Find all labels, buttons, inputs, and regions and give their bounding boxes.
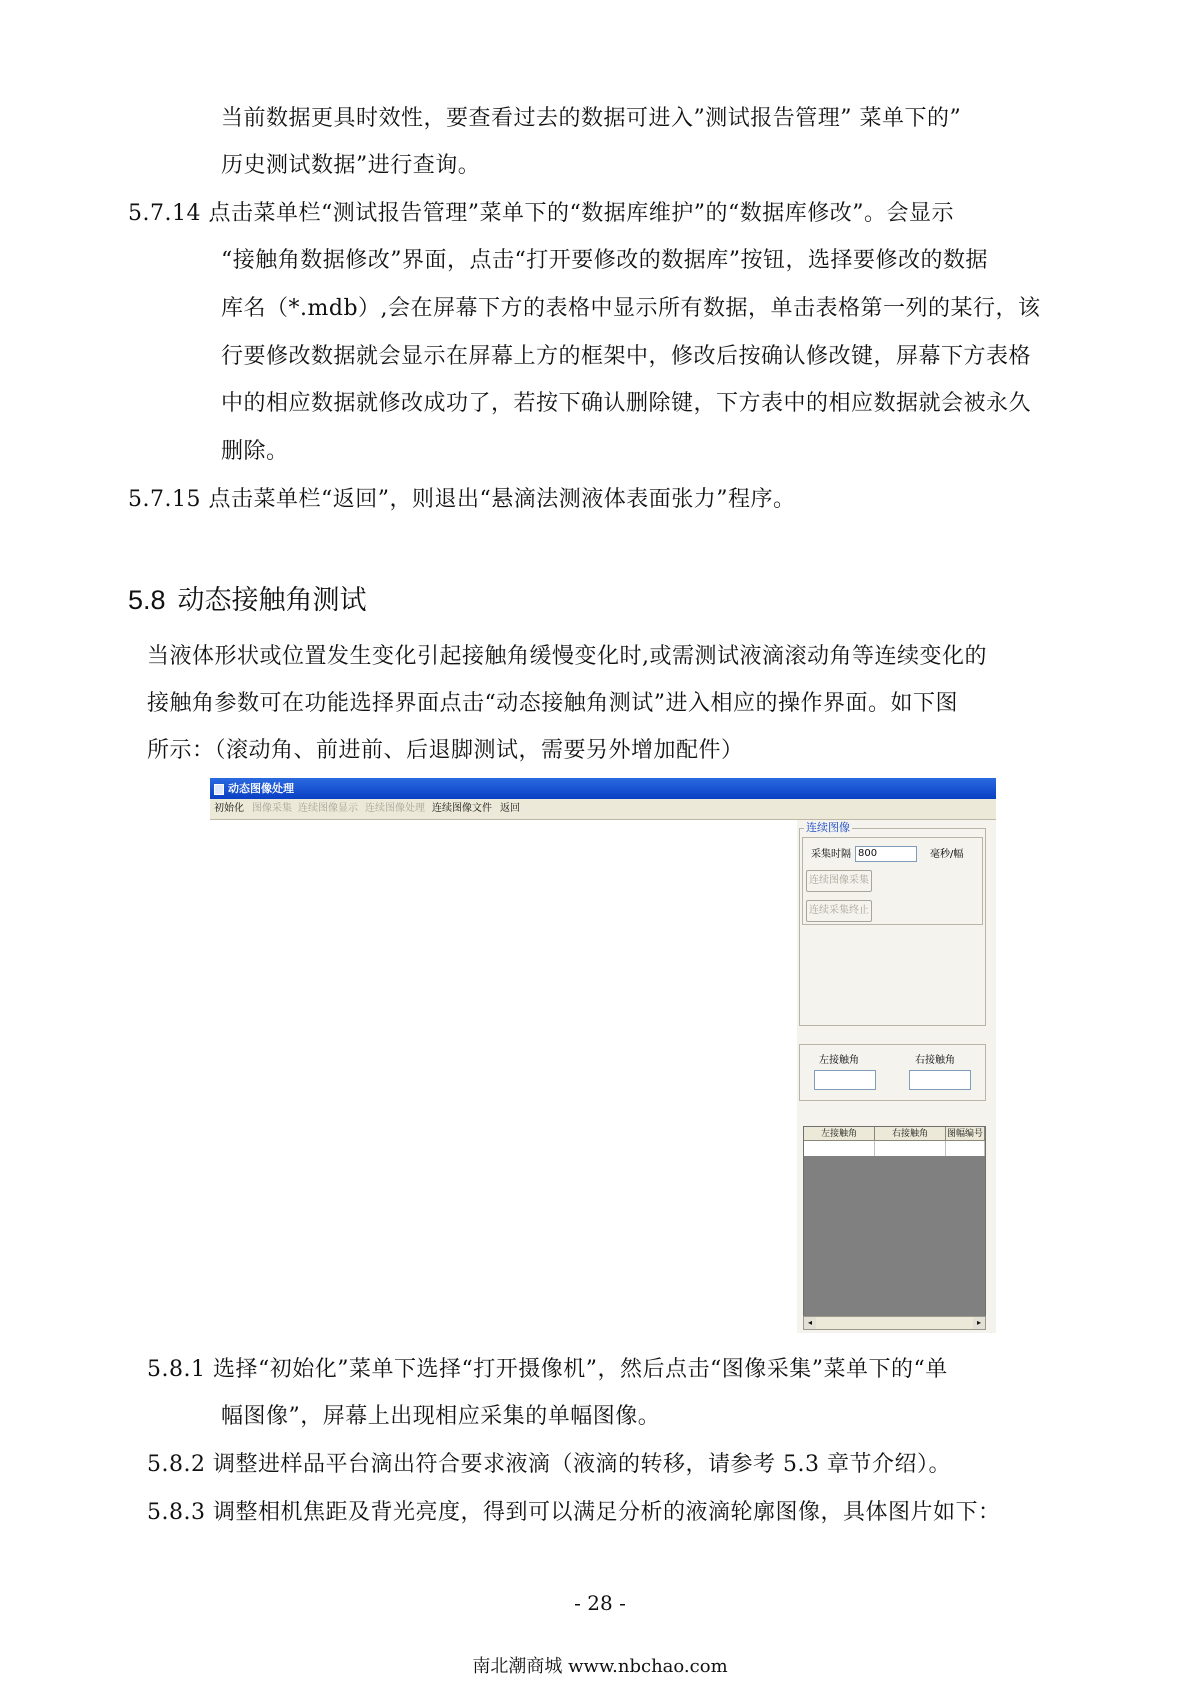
section-5-7-14-line: 行要修改数据就会显示在屏幕上方的框架中，修改后按确认修改键，屏幕下方表格 (221, 344, 1032, 369)
interval-label: 采集时隔 (811, 849, 851, 860)
paragraph-line: 当前数据更具时效性，要查看过去的数据可进入”测试报告管理” 菜单下的” (221, 106, 962, 131)
side-panel (797, 820, 996, 1333)
paragraph-line: 历史测试数据”进行查询。 (221, 153, 481, 178)
dynamic-image-window (210, 778, 996, 1333)
start-continuous-capture-button[interactable]: 连续图像采集 (806, 870, 872, 892)
window-app-icon (214, 784, 224, 795)
step-5-8-1-line: 5.8.1 选择“初始化”菜单下选择“打开摄像机”，然后点击“图像采集”菜单下的“单 (147, 1357, 948, 1382)
left-angle-field[interactable] (814, 1070, 876, 1090)
section-5-7-14-line: “接触角数据修改”界面，点击“打开要修改的数据库”按钮，选择要修改的数据 (221, 248, 988, 273)
step-5-8-3: 5.8.3 调整相机焦距及背光亮度，得到可以满足分析的液滴轮廓图像，具体图片如下： (147, 1500, 1001, 1525)
table-row-cell[interactable] (875, 1141, 946, 1156)
menu-continuous-display[interactable]: 连续图像显示 (298, 803, 358, 814)
intro-line: 接触角参数可在功能选择界面点击“动态接触角测试”进入相应的操作界面。如下图 (147, 691, 958, 716)
scroll-left-arrow-icon[interactable]: ◂ (804, 1317, 816, 1329)
section-5-7-14-line: 5.7.14 点击菜单栏“测试报告管理”菜单下的“数据库维护”的“数据库修改”。会显示 (128, 201, 954, 226)
table-header-right-angle[interactable]: 右接触角 (875, 1127, 946, 1141)
interval-input[interactable]: 800 (855, 846, 917, 862)
interval-unit: 毫秒/幅 (930, 849, 964, 860)
right-angle-field[interactable] (909, 1070, 971, 1090)
right-angle-label: 右接触角 (915, 1055, 955, 1066)
left-angle-label: 左接触角 (819, 1055, 859, 1066)
step-5-8-2: 5.8.2 调整进样品平台滴出符合要求液滴（液滴的转移，请参考 5.3 章节介绍）。 (147, 1452, 951, 1477)
window-titlebar (210, 778, 996, 799)
menu-continuous-file[interactable]: 连续图像文件 (432, 803, 492, 814)
scroll-right-arrow-icon[interactable]: ▸ (973, 1317, 985, 1329)
table-header-frame-number[interactable]: 图幅编号 (946, 1129, 983, 1139)
menu-continuous-process[interactable]: 连续图像处理 (365, 803, 425, 814)
window-title: 动态图像处理 (228, 782, 294, 795)
page-number: - 28 - (574, 1591, 626, 1615)
section-heading (128, 582, 367, 619)
stop-continuous-capture-button[interactable]: 连续采集终止 (806, 900, 872, 922)
table-horizontal-scrollbar[interactable] (803, 1316, 986, 1330)
section-title: 动态接触角测试 (177, 585, 367, 616)
section-5-7-14-line: 库名（*.mdb）,会在屏幕下方的表格中显示所有数据，单击表格第一列的某行，该 (221, 296, 1041, 321)
continuous-group-title: 连续图像 (806, 821, 850, 834)
results-table[interactable] (803, 1126, 986, 1330)
table-row-cell[interactable] (946, 1141, 985, 1156)
section-5-7-14-line: 删除。 (221, 439, 289, 464)
menu-bar (210, 799, 996, 820)
section-5-7-14-line: 中的相应数据就修改成功了，若按下确认删除键，下方表中的相应数据就会被永久 (221, 391, 1032, 416)
section-5-7-15-line: 5.7.15 点击菜单栏“返回”，则退出“悬滴法测液体表面张力”程序。 (128, 487, 796, 512)
section-number: 5.8 (128, 585, 166, 615)
menu-back[interactable]: 返回 (500, 803, 520, 814)
step-5-8-1-line: 幅图像”，屏幕上出现相应采集的单幅图像。 (221, 1404, 661, 1429)
image-canvas (210, 820, 797, 1333)
intro-line: 当液体形状或位置发生变化引起接触角缓慢变化时,或需测试液滴滚动角等连续变化的 (147, 644, 987, 669)
table-row-cell[interactable] (804, 1141, 875, 1156)
menu-capture[interactable]: 图像采集 (252, 803, 292, 814)
intro-line: 所示：（滚动角、前进前、后退脚测试，需要另外增加配件） (147, 738, 744, 763)
menu-init[interactable]: 初始化 (214, 803, 244, 814)
footer-site: 南北潮商城 www.nbchao.com (472, 1656, 728, 1677)
table-header-left-angle[interactable]: 左接触角 (804, 1127, 875, 1141)
